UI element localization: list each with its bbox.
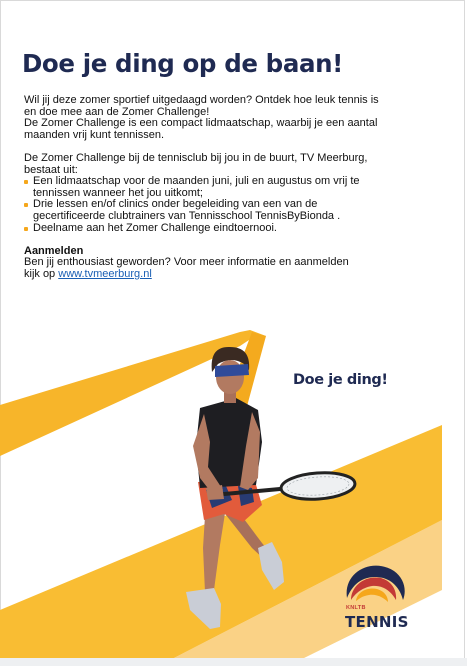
logo-small-text: KNLTB — [346, 605, 366, 611]
intro-line: en doe mee aan de Zomer Challenge! — [24, 105, 210, 118]
intro-line: maanden vrij kunt tennissen. — [24, 128, 165, 141]
bullet-text: Een lidmaatschap voor de maanden juni, juli en augustus om vrij te — [33, 175, 360, 188]
headband — [215, 364, 249, 377]
bullet-text: tennissen wanneer het jou uitkomt; — [33, 186, 203, 199]
club-line: bestaat uit: — [24, 163, 78, 176]
intro-line: De Zomer Challenge is een compact lidmaatschap, waarbij je een aantal — [24, 117, 378, 130]
bottom-bar — [0, 658, 467, 666]
page-title: Doe je ding op de baan! — [22, 49, 343, 78]
bullet-text: Drie lessen en/of clinics onder begeleiding van een van de — [33, 198, 318, 211]
club-line: De Zomer Challenge bij de tennisclub bij jou in de buurt, TV Meerburg, — [24, 151, 368, 164]
website-link[interactable]: www.tvmeerburg.nl — [58, 267, 152, 280]
signup-line: Ben jij enthousiast geworden? Voor meer informatie en aanmelden — [24, 256, 349, 269]
tagline: Doe je ding! — [293, 372, 388, 388]
signup-heading: Aanmelden — [24, 244, 84, 257]
bullet-text: gecertificeerde clubtrainers van Tennisschool TennisByBionda . — [33, 209, 341, 222]
bullet-text: Deelname aan het Zomer Challenge eindtoernooi. — [33, 221, 277, 234]
logo-big-text: TENNIS — [345, 613, 409, 631]
intro-line: Wil jij deze zomer sportief uitgedaagd worden? Ontdek hoe leuk tennis is — [24, 94, 379, 106]
signup-prefix: kijk op — [24, 267, 59, 280]
